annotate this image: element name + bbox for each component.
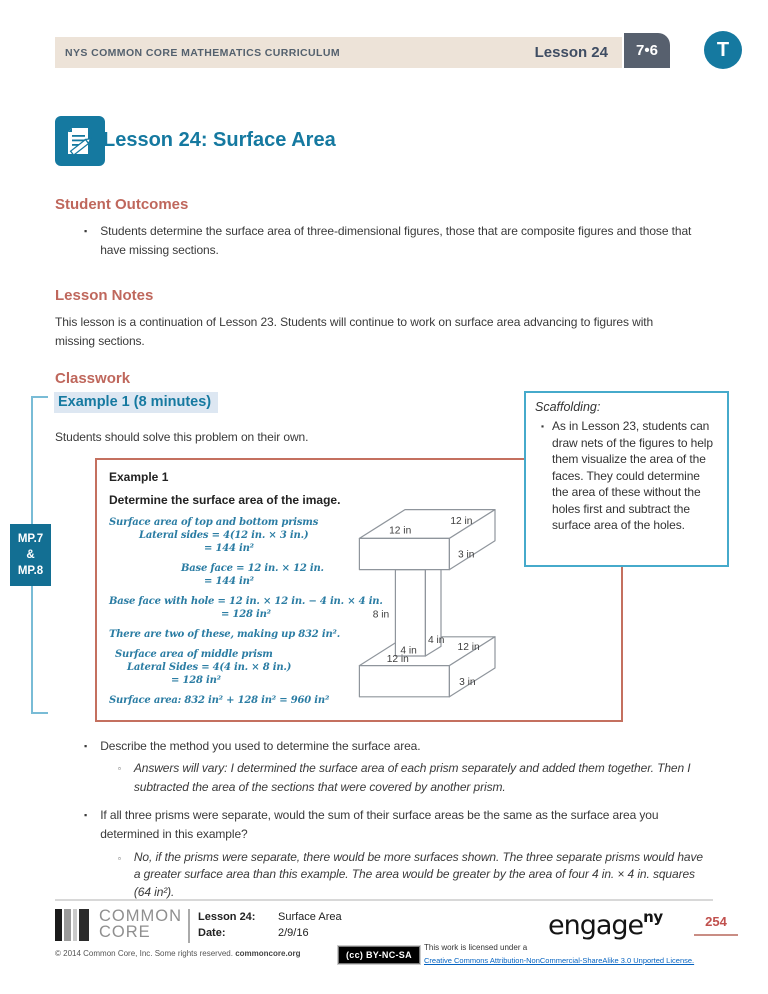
mp-bracket-tick-bottom (31, 712, 48, 714)
discussion-answer-text: No, if the prisms were separate, there would be more surfaces shown. The three separate prisms would have a greater surface area than this example. The area would be greater by the area of four 4 in. × 4 in. squares (64 in²). (133, 850, 703, 899)
logo-line: COMMON (99, 907, 182, 926)
footer-vertical-divider (188, 909, 190, 943)
figure-label: 12 in (457, 642, 480, 653)
license-intro-text: This work is licensed under a (424, 943, 528, 952)
math-line: Lateral sides = 4(12 in. × 3 in.) (139, 530, 309, 541)
square-bullet-icon: ▪ (84, 226, 88, 236)
heading-lesson-notes: Lesson Notes (55, 287, 154, 304)
common-core-wordmark (99, 909, 182, 940)
figure-label: 12 in (450, 516, 473, 527)
lesson-notes-text: This lesson is a continuation of Lesson 23. Students will continue to work on surface area advancing to figures with missing sections. (55, 315, 654, 348)
student-outcome-bullet (84, 222, 696, 259)
footer-lesson-value: Surface Area (278, 911, 342, 923)
example-solution-math (109, 516, 383, 707)
mp-bracket-tick-top (31, 396, 48, 398)
license-link[interactable]: Creative Commons Attribution-NonCommercial-ShareAlike 3.0 Unported License. (424, 956, 695, 965)
footer-lesson-label: Lesson 24: (198, 911, 256, 923)
math-line: Base face with hole = 12 in. × 12 in. − 4 in. × 4 in. (109, 596, 383, 607)
math-line: = 144 in² (204, 576, 254, 587)
engage-ny-logo (548, 910, 663, 941)
mp-badge-line: MP.7 (17, 532, 44, 545)
engage-ny-sup: ny (643, 908, 663, 926)
page-title: Lesson 24: Surface Area (103, 129, 336, 151)
square-bullet-icon: ▪ (84, 810, 88, 820)
math-line: Lateral Sides = 4(4 in. × 8 in.) (127, 662, 292, 673)
discussion-question (84, 737, 684, 756)
mp-badge-line: & (26, 548, 35, 561)
math-line: = 144 in² (204, 543, 254, 554)
scaffolding-text: As in Lesson 23, students can draw nets of the figures to help them visualize the area of the faces. They could determine the area of these without the holes first and subtract the surface area of the holes. (552, 419, 713, 533)
copyright-line: © 2014 Common Core, Inc. Some rights reserved. (55, 949, 236, 958)
figure-label: 3 in (459, 676, 476, 688)
curriculum-label: NYS COMMON CORE MATHEMATICS CURRICULUM (65, 46, 340, 59)
math-line: Surface area of middle prism (115, 649, 273, 660)
copyright-text (55, 949, 301, 958)
common-core-logo (55, 909, 182, 941)
figure-label: 4 in (427, 634, 445, 646)
figure-label: 12 in (386, 654, 409, 665)
figure-label: 3 in (457, 549, 475, 561)
footer-date-value: 2/9/16 (278, 927, 309, 939)
footer-divider (55, 899, 713, 901)
math-line: There are two of these, making up 832 in². (109, 629, 340, 640)
lesson-notebook-icon (55, 116, 105, 166)
mp-badge-line: MP.8 (17, 565, 44, 578)
cc-license-badge-icon: (cc) BY-NC-SA (338, 946, 420, 964)
profile-button[interactable]: T (704, 31, 742, 69)
page-number: 254 (694, 914, 738, 936)
mp-standards-badge (10, 524, 51, 586)
example-intro-text: Students should solve this problem on their own. (55, 430, 309, 444)
header-bar (55, 37, 622, 68)
discussion-answer (118, 849, 703, 901)
discussion-question-text: If all three prisms were separate, would the sum of their surface areas be the same as the surface area you determined in this example? (100, 808, 659, 841)
math-line: Surface area of top and bottom prisms (109, 517, 319, 528)
notebook-pencil-icon (62, 123, 98, 159)
math-line: Base face = 12 in. × 12 in. (181, 563, 324, 574)
math-line: = 128 in² (171, 675, 221, 686)
lesson-header-label: Lesson 24 (534, 44, 608, 61)
composite-prism-figure (345, 488, 513, 704)
discussion-answer (118, 759, 696, 796)
module-badge: 7•6 (624, 33, 670, 68)
discussion-answer-text: Answers will vary: I determined the surface area of each prism separately and added them together. Then I subtracted the area of the sections that were covered by another prism. (133, 761, 691, 794)
open-square-bullet-icon: ▫ (118, 854, 121, 863)
example-prompt: Determine the surface area of the image. (109, 493, 341, 507)
discussion-question-text: Describe the method you used to determine the surface area. (100, 739, 421, 753)
engage-wordmark: engage (548, 910, 644, 941)
discussion-question (84, 806, 690, 843)
scaffolding-box (524, 391, 729, 567)
logo-line: CORE (99, 923, 151, 941)
figure-label: 8 in (372, 609, 390, 621)
heading-student-outcomes: Student Outcomes (55, 196, 189, 213)
math-line: = 128 in² (221, 609, 271, 620)
copyright-link[interactable]: commoncore.org (235, 949, 301, 958)
figure-label: 12 in (389, 525, 412, 537)
math-line: Surface area: 832 in² + 128 in² = 960 in² (109, 695, 330, 706)
square-bullet-icon: ▪ (84, 741, 88, 751)
example-title: Example 1 (109, 470, 169, 484)
footer-date-label: Date: (198, 927, 226, 939)
figure-label: 4 in (400, 645, 417, 657)
example-time-heading: Example 1 (8 minutes) (54, 392, 218, 413)
common-core-bars-icon (55, 909, 91, 941)
square-bullet-icon: ▪ (541, 421, 545, 431)
heading-classwork: Classwork (55, 370, 131, 387)
student-outcome-text: Students determine the surface area of three-dimensional figures, those that are composite figures and those that have missing sections. (100, 224, 692, 257)
scaffolding-heading: Scaffolding: (535, 400, 601, 414)
open-square-bullet-icon: ▫ (118, 764, 121, 773)
